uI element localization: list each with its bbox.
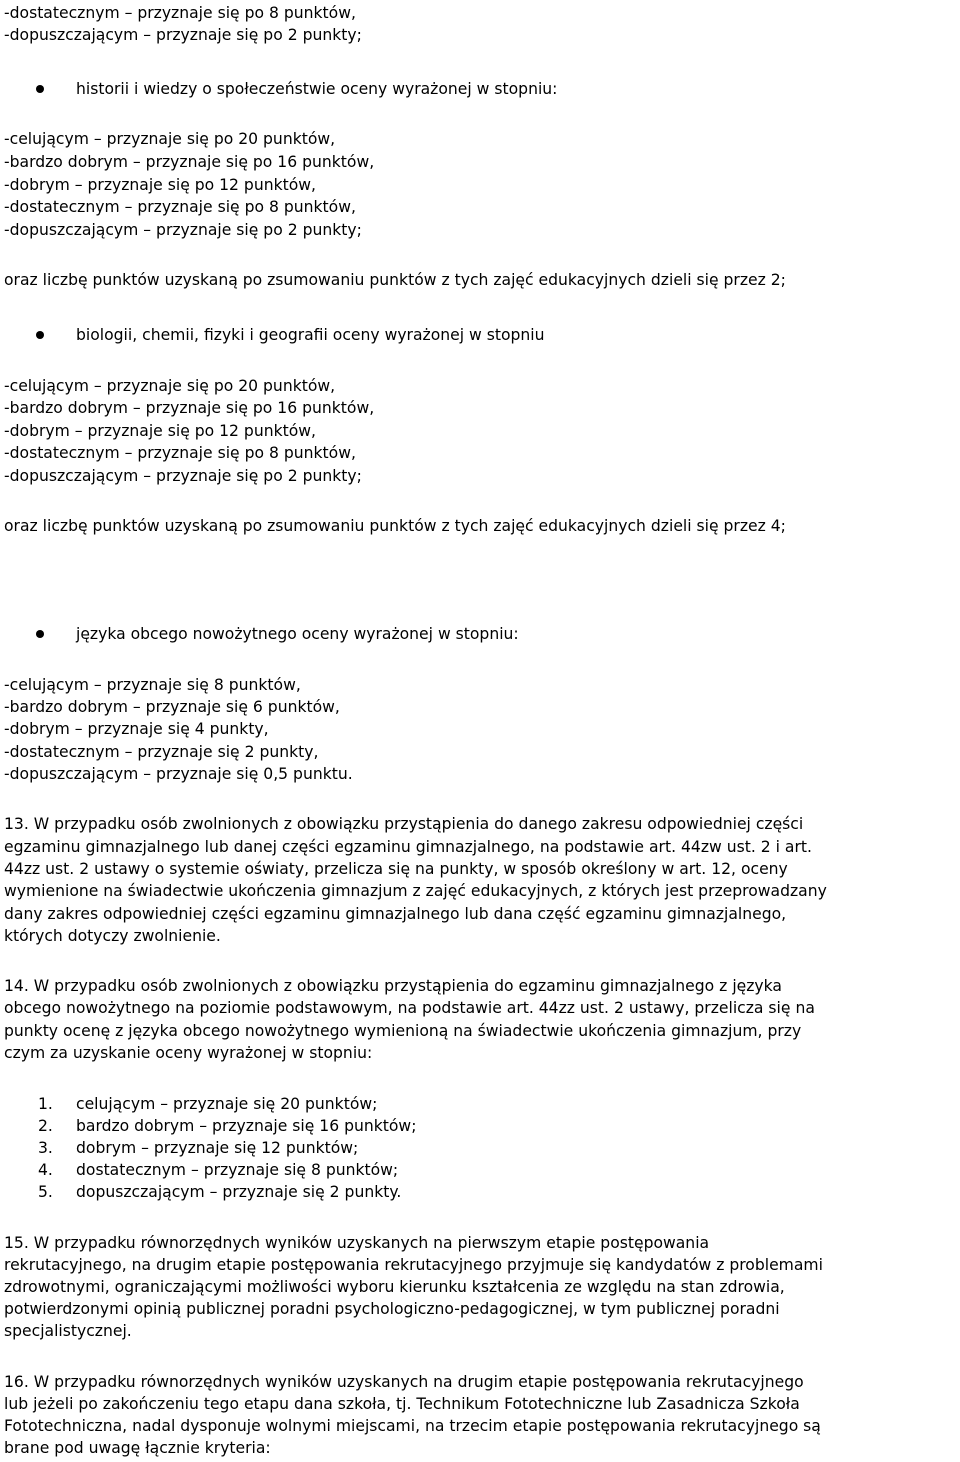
sum-rule-line: oraz liczbę punktów uzyskaną po zsumowaniu punktów z tych zajęć edukacyjnych dzieli się przez 4; [4,517,786,535]
paragraph-16-line: brane pod uwagę łącznie kryteria: [4,1439,271,1457]
grade-line: -dostatecznym – przyznaje się po 8 punktów, [4,4,356,22]
grade-line: -bardzo dobrym – przyznaje się po 16 punktów, [4,153,375,171]
paragraph-15-line: specjalistycznej. [4,1322,132,1340]
list-item: celującym – przyznaje się 20 punktów; [76,1095,378,1113]
paragraph-13-line: których dotyczy zwolnienie. [4,927,221,945]
paragraph-15-line: zdrowotnymi, ograniczającymi możliwości wyboru kierunku kształcenia ze względu na stan zdrowia, [4,1278,785,1296]
paragraph-15-line: 15. W przypadku równorzędnych wyników uzyskanych na pierwszym etapie postępowania [4,1234,710,1252]
paragraph-16-line: lub jeżeli po zakończeniu tego etapu dana szkoła, tj. Technikum Fototechniczne lub Zasadnicza Szkoła [4,1395,800,1413]
grade-line: -dobrym – przyznaje się po 12 punktów, [4,176,316,194]
list-item: dostatecznym – przyznaje się 8 punktów; [76,1161,399,1179]
list-number: 1. [38,1095,53,1113]
grade-line: -dopuszczającym – przyznaje się 0,5 punktu. [4,765,353,783]
grade-line: -celującym – przyznaje się po 20 punktów, [4,377,336,395]
grade-line: -dopuszczającym – przyznaje się po 2 punkty; [4,221,362,239]
paragraph-14-line: 14. W przypadku osób zwolnionych z obowiązku przystąpienia do egzaminu gimnazjalnego z języka [4,977,782,995]
paragraph-13-line: wymienione na świadectwie ukończenia gimnazjum z zajęć edukacyjnych, z których jest przeprowadzany [4,882,827,900]
grade-line: -bardzo dobrym – przyznaje się 6 punktów, [4,698,340,716]
subject-bullet-science: biologii, chemii, fizyki i geografii oceny wyrażonej w stopniu [76,326,545,344]
paragraph-14-line: czym za uzyskanie oceny wyrażonej w stopniu: [4,1044,373,1062]
grade-line: -dostatecznym – przyznaje się po 8 punktów, [4,198,356,216]
paragraph-14-line: punkty ocenę z języka obcego nowożytnego wymienioną na świadectwie ukończenia gimnazjum, przy [4,1022,802,1040]
grade-line: -celującym – przyznaje się po 20 punktów, [4,130,336,148]
grade-line: -celującym – przyznaje się 8 punktów, [4,676,301,694]
sum-rule-line: oraz liczbę punktów uzyskaną po zsumowaniu punktów z tych zajęć edukacyjnych dzieli się przez 2; [4,271,786,289]
list-number: 5. [38,1183,53,1201]
grade-line: -bardzo dobrym – przyznaje się po 16 punktów, [4,399,375,417]
paragraph-13-line: egzaminu gimnazjalnego lub danej części egzaminu gimnazjalnego, na podstawie art. 44zw ust. 2 i art. [4,838,812,856]
paragraph-15-line: potwierdzonymi opinią publicznej poradni psychologiczno-pedagogicznej, w tym publicznej poradni [4,1300,780,1318]
grade-line: -dostatecznym – przyznaje się 2 punkty, [4,743,319,761]
paragraph-13-line: 44zz ust. 2 ustawy o systemie oświaty, przelicza się na punkty, w sposób określony w art. 12, oceny [4,860,788,878]
subject-bullet-language: języka obcego nowożytnego oceny wyrażonej w stopniu: [76,625,519,643]
grade-line: -dopuszczającym – przyznaje się po 2 punkty; [4,467,362,485]
bullet-icon [36,85,44,93]
paragraph-13-line: 13. W przypadku osób zwolnionych z obowiązku przystąpienia do danego zakresu odpowiedniej części [4,815,804,833]
bullet-icon [36,331,44,339]
paragraph-16-line: Fototechniczna, nadal dysponuje wolnymi miejscami, na trzecim etapie postępowania rekrutacyjnego są [4,1417,821,1435]
list-item: dopuszczającym – przyznaje się 2 punkty. [76,1183,402,1201]
list-number: 4. [38,1161,53,1179]
paragraph-16-line: 16. W przypadku równorzędnych wyników uzyskanych na drugim etapie postępowania rekrutacyjnego [4,1373,804,1391]
grade-line: -dobrym – przyznaje się po 12 punktów, [4,422,316,440]
subject-bullet-history: historii i wiedzy o społeczeństwie oceny wyrażonej w stopniu: [76,80,558,98]
grade-line: -dobrym – przyznaje się 4 punkty, [4,720,269,738]
list-item: dobrym – przyznaje się 12 punktów; [76,1139,359,1157]
list-item: bardzo dobrym – przyznaje się 16 punktów; [76,1117,417,1135]
list-number: 2. [38,1117,53,1135]
paragraph-13-line: dany zakres odpowiedniej części egzaminu gimnazjalnego lub dana część egzaminu gimnazjalnego, [4,905,787,923]
paragraph-14-line: obcego nowożytnego na poziomie podstawowym, na podstawie art. 44zz ust. 2 ustawy, przelicza się na [4,999,815,1017]
list-number: 3. [38,1139,53,1157]
grade-line: -dopuszczającym – przyznaje się po 2 punkty; [4,26,362,44]
bullet-icon [36,630,44,638]
paragraph-15-line: rekrutacyjnego, na drugim etapie postępowania rekrutacyjnego przyjmuje się kandydatów z problemami [4,1256,823,1274]
grade-line: -dostatecznym – przyznaje się po 8 punktów, [4,444,356,462]
